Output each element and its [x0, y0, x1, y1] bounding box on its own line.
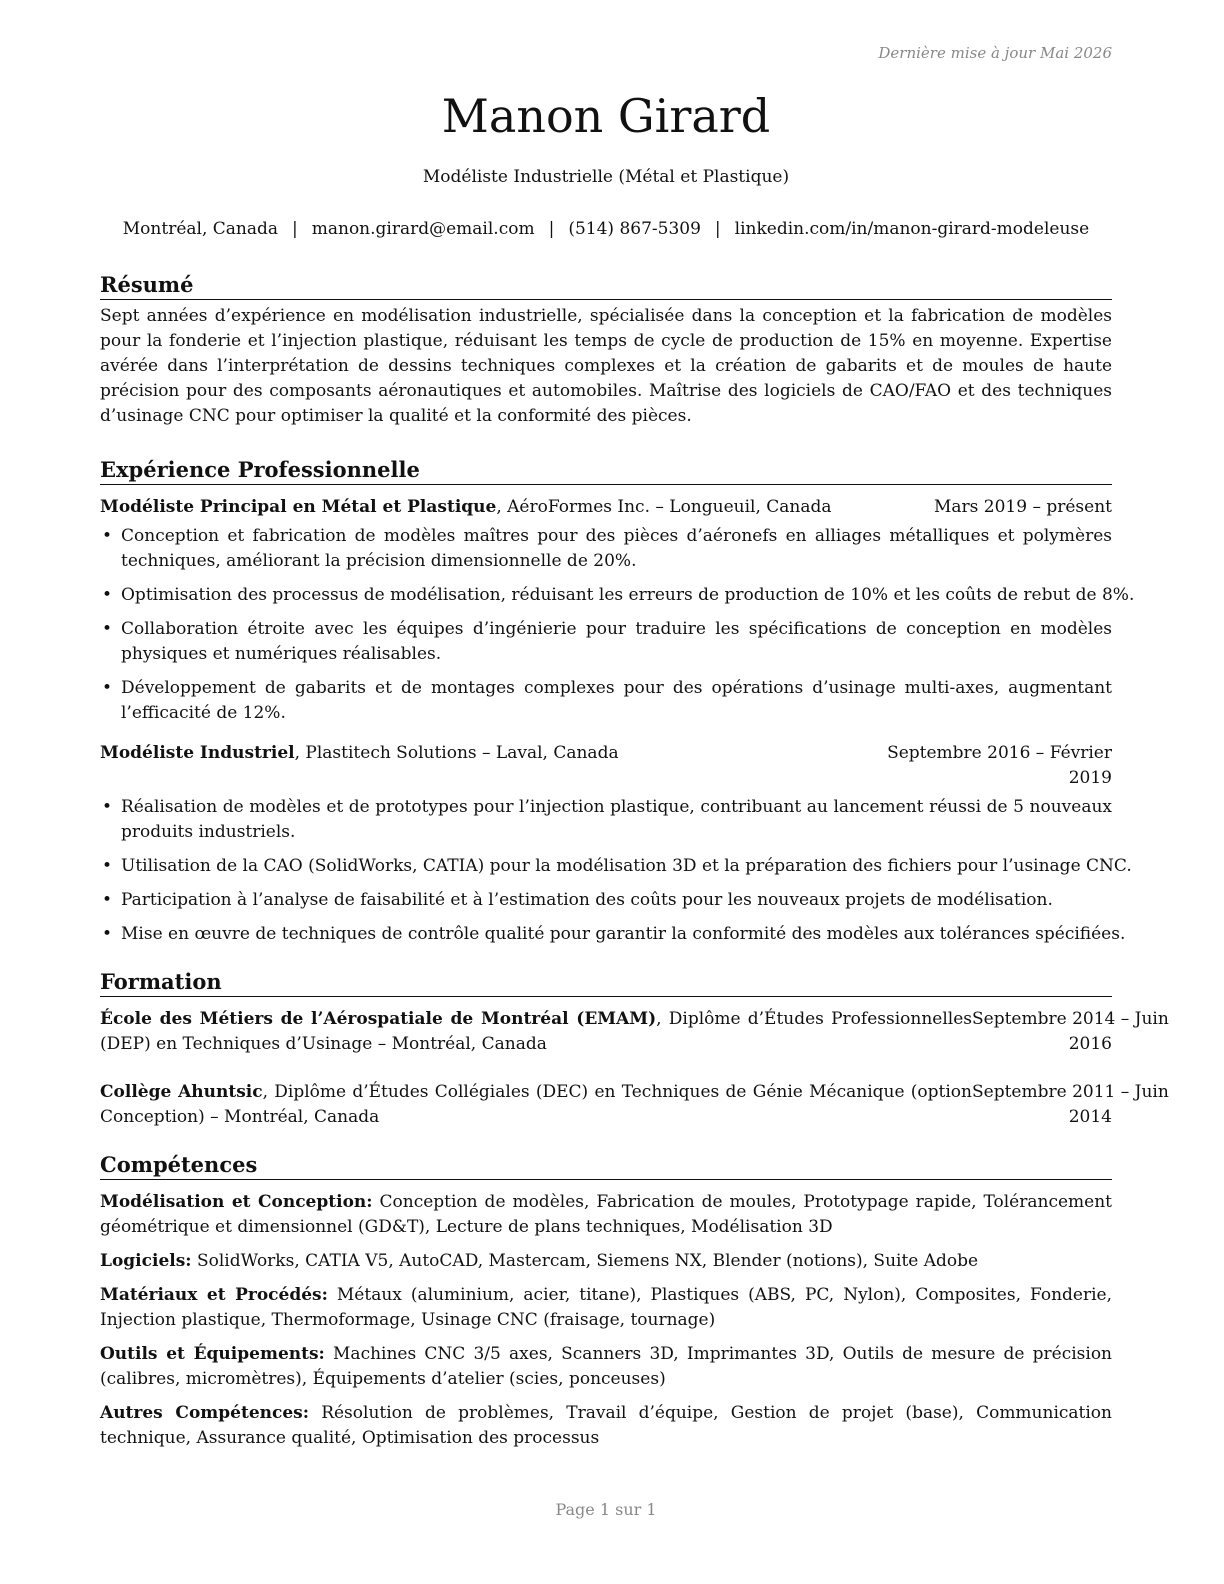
skill-group [100, 1401, 1112, 1451]
education-text [100, 1007, 972, 1057]
education-entry [100, 1080, 1169, 1130]
education-dates-line: Septembre 2014 – Juin [972, 1009, 1169, 1029]
summary-text: Sept années d’expérience en modélisation industrielle, spécialisée dans la conception et la fabrication de modèles pour la fonderie et l’injection plastique, réduisant les temps de cycle de production de 15% en moyenne. Expertise avérée dans l’interprétation de dessins techniques complexes et la création de gabarits et de moules de haute précision pour des composants aéronautiques et automobiles. Maîtrise des logiciels de CAO/FAO et des techniques d’usinage CNC pour optimiser la qualité et la conformité des pièces. [100, 306, 1112, 426]
list-item: • Mise en œuvre de techniques de contrôle qualité pour garantir la conformité des modèles aux tolérances spécifiées. [100, 922, 1112, 947]
skill-label: Autres Compétences: [100, 1403, 310, 1423]
education-entry [100, 1007, 1169, 1057]
section-heading: Formation [100, 969, 1112, 997]
job-role: Modéliste Industriel [100, 743, 295, 763]
skill-text: Résolution de problèmes, Travail d’équipe, Gestion de projet (base), Communication technique, Assurance qualité, Optimisation des processus [100, 1403, 1112, 1448]
skill-group [100, 1190, 1112, 1240]
job-role: Modéliste Principal en Métal et Plastique [100, 497, 497, 517]
job-company: , Plastitech Solutions – Laval, Canada [294, 743, 619, 763]
job-title-company [100, 741, 619, 766]
job-company: , AéroFormes Inc. – Longueuil, Canada [496, 497, 832, 517]
section-heading: Compétences [100, 1152, 1112, 1180]
job-dates-line: 2019 [1068, 768, 1112, 788]
list-item: • Réalisation de modèles et de prototypes pour l’injection plastique, contribuant au lancement réussi de 5 nouveaux produits industriels. [100, 795, 1112, 845]
list-item: • Participation à l’analyse de faisabilité et à l’estimation des coûts pour les nouveaux projets de modélisation. [100, 888, 1112, 913]
skill-text: SolidWorks, CATIA V5, AutoCAD, Mastercam, Siemens NX, Blender (notions), Suite Adobe [191, 1251, 979, 1271]
skill-text: Métaux (aluminium, acier, titane), Plastiques (ABS, PC, Nylon), Composites, Fonderie, Injection plastique, Thermoformage, Usinage CNC (fraisage, tournage) [100, 1285, 1112, 1330]
education-text [100, 1080, 972, 1130]
list-item: • Optimisation des processus de modélisation, réduisant les erreurs de production de 10% et les coûts de rebut de 8%. [100, 583, 1112, 608]
job-entry [100, 495, 1135, 726]
section-heading: Résumé [100, 272, 1112, 300]
contact-separator: | [548, 219, 555, 239]
education-section [100, 969, 1169, 1130]
skill-group [100, 1342, 1112, 1392]
contact-linkedin[interactable]: linkedin.com/in/manon-girard-modeleuse [734, 219, 1090, 239]
job-dates-line: Septembre 2016 – Février [887, 743, 1112, 763]
skill-label: Matériaux et Procédés: [100, 1285, 328, 1305]
education-school: École des Métiers de l’Aérospatiale de Montréal (EMAM) [100, 1009, 657, 1029]
contact-line [0, 219, 1212, 239]
job-header [100, 741, 1112, 791]
skill-text: Machines CNC 3/5 axes, Scanners 3D, Imprimantes 3D, Outils de mesure de précision (calibres, micromètres), Équipements d’atelier (scies, ponceuses) [100, 1344, 1112, 1389]
list-item: • Développement de gabarits et de montages complexes pour des opérations d’usinage multi-axes, augmentant l’efficacité de 12%. [100, 676, 1112, 726]
job-dates: Mars 2019 – présent [933, 497, 1112, 517]
last-updated: Dernière mise à jour Mai 2026 [878, 44, 1112, 62]
education-dates-line: 2014 [1068, 1107, 1112, 1127]
contact-phone[interactable]: (514) 867-5309 [568, 219, 701, 239]
skill-text: Conception de modèles, Fabrication de moules, Prototypage rapide, Tolérancement géométrique et dimensionnel (GD&T), Lecture de plans techniques, Modélisation 3D [100, 1192, 1112, 1237]
list-item: • Collaboration étroite avec les équipes d’ingénierie pour traduire les spécifications de conception en modèles physiques et numériques réalisables. [100, 617, 1112, 667]
job-header [100, 495, 1112, 520]
list-item: • Utilisation de la CAO (SolidWorks, CATIA) pour la modélisation 3D et la préparation des fichiers pour l’usinage CNC. [100, 854, 1112, 879]
education-dates-line: Septembre 2011 – Juin [972, 1082, 1169, 1102]
skill-label: Modélisation et Conception: [100, 1192, 373, 1212]
contact-separator: | [714, 219, 721, 239]
education-dates [972, 1007, 1169, 1057]
job-dates [887, 741, 1112, 791]
skills-section [100, 1152, 1112, 1460]
job-bullets [100, 795, 1132, 947]
job-title-company [100, 495, 832, 520]
contact-location: Montréal, Canada [122, 219, 278, 239]
list-item: • Conception et fabrication de modèles maîtres pour des pièces d’aéronefs en alliages métalliques et polymères techniques, améliorant la précision dimensionnelle de 20%. [100, 524, 1112, 574]
summary-section [100, 272, 1112, 429]
skill-label: Logiciels: [100, 1251, 192, 1271]
candidate-title: Modéliste Industrielle (Métal et Plastique) [422, 167, 790, 187]
section-heading: Expérience Professionnelle [100, 457, 1112, 485]
education-details: , Diplôme d’Études Professionnelles (DEP) en Techniques d’Usinage – Montréal, Canada [100, 1009, 973, 1054]
education-dates [972, 1080, 1169, 1130]
contact-separator: | [292, 219, 298, 239]
page-number: Page 1 sur 1 [555, 1500, 657, 1519]
skills-list [100, 1190, 1112, 1451]
skill-group [100, 1249, 1112, 1274]
education-school: Collège Ahuntsic [100, 1082, 263, 1102]
education-dates-line: 2016 [1068, 1034, 1112, 1054]
skill-label: Outils et Équipements: [100, 1344, 325, 1364]
skill-group [100, 1283, 1112, 1333]
contact-email[interactable]: manon.girard@email.com [311, 219, 535, 239]
candidate-name: Manon Girard [441, 89, 771, 143]
experience-section [100, 457, 1135, 956]
education-details: , Diplôme d’Études Collégiales (DEC) en Techniques de Génie Mécanique (option Conception) – Montréal, Canada [100, 1082, 972, 1127]
job-entry [100, 741, 1132, 947]
job-bullets [100, 524, 1135, 726]
